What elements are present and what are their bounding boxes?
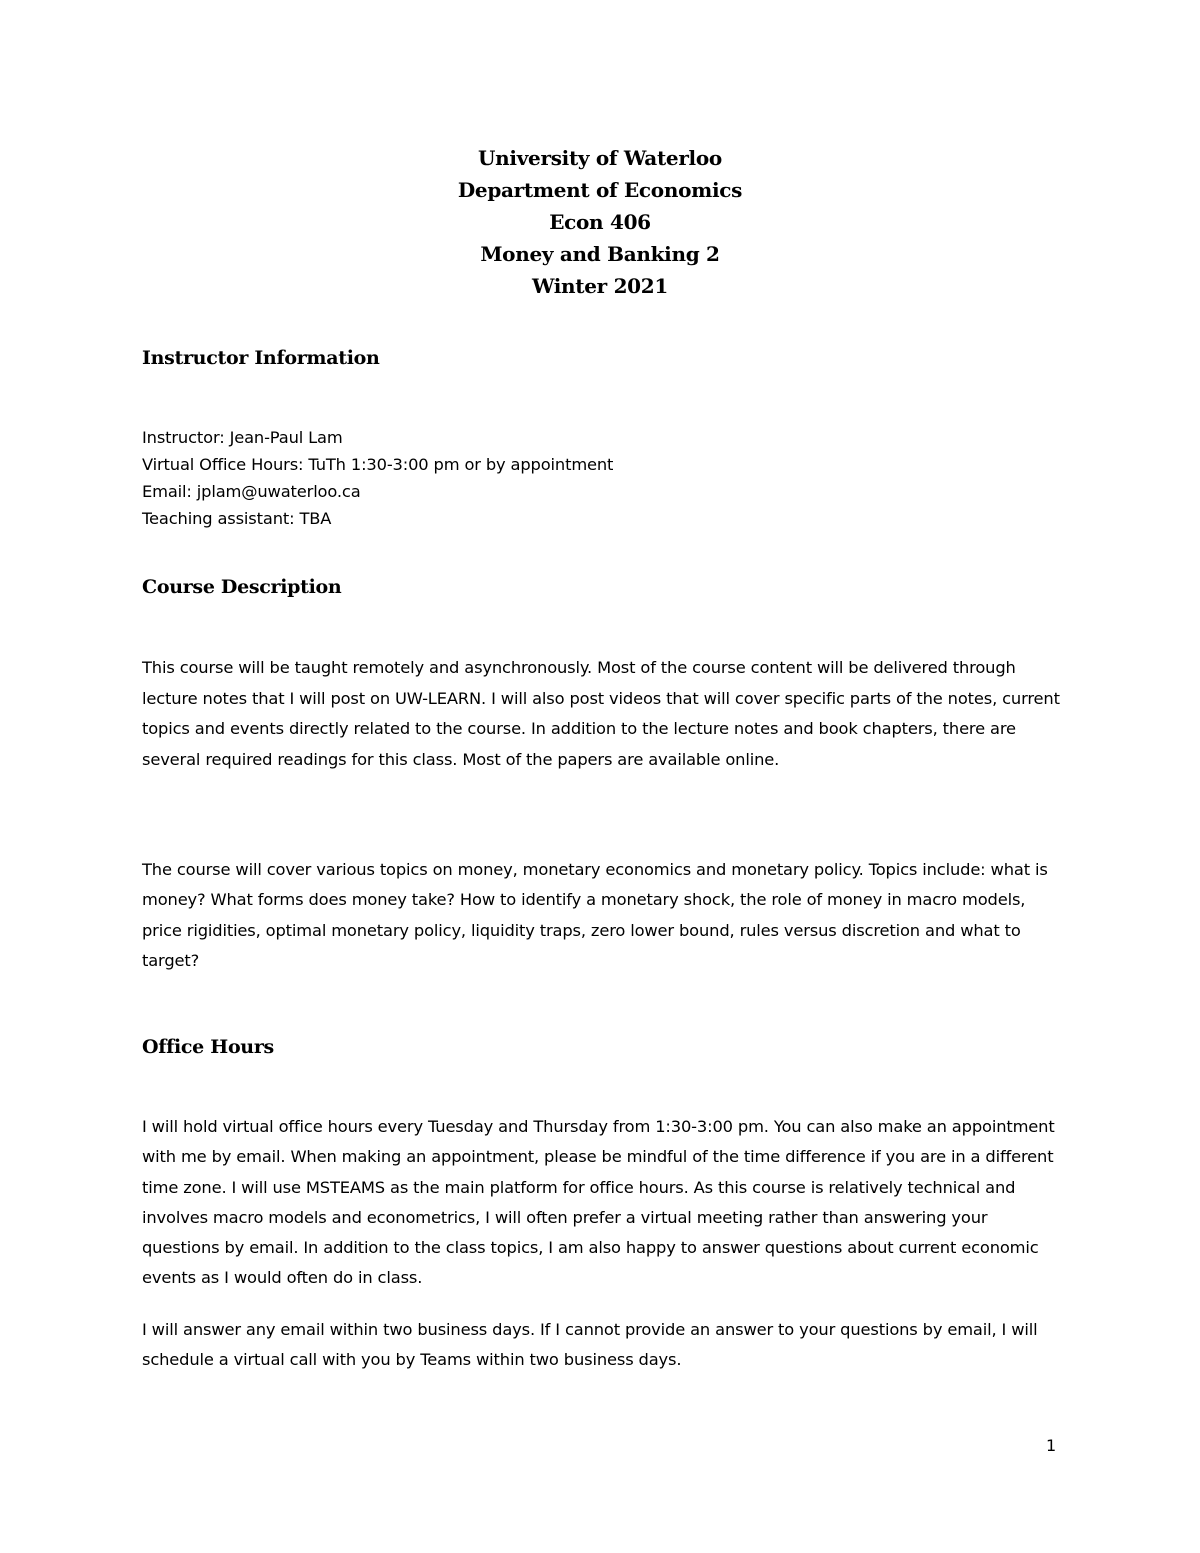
instructor-information-list <box>142 424 1062 532</box>
course-description-heading: Course Description <box>142 576 342 598</box>
course-description-paragraph-2: The course will cover various topics on money, monetary economics and monetary policy. Topics include: what is money? What forms does money take? How to identify a monetary shock, the role of money in macro models, price rigidities, optimal monetary policy, liquidity traps, zero lower bound, rules versus discretion and what to target? <box>142 860 1048 970</box>
instructor-information-heading: Instructor Information <box>142 347 380 369</box>
title-university: University of Waterloo <box>478 146 722 170</box>
course-description-paragraph-1: This course will be taught remotely and asynchronously. Most of the course content will be delivered through lecture notes that I will post on UW-LEARN. I will also post videos that will cover specific parts of the notes, current topics and events directly related to the course. In addition to the lecture notes and book chapters, there are several required readings for this class. Most of the papers are available online. <box>142 658 1060 769</box>
title-term: Winter 2021 <box>531 274 669 298</box>
title-course-name: Money and Banking 2 <box>480 242 720 266</box>
teaching-assistant: Teaching assistant: TBA <box>142 509 332 528</box>
title-department: Department of Economics <box>457 178 743 202</box>
office-hours-heading: Office Hours <box>142 1036 274 1058</box>
instructor-name: Instructor: Jean-Paul Lam <box>142 428 343 447</box>
document-title-block <box>0 142 1200 302</box>
office-hours-paragraph-2: I will answer any email within two business days. If I cannot provide an answer to your questions by email, I will schedule a virtual call with you by Teams within two business days. <box>142 1320 1038 1370</box>
instructor-email: Email: jplam@uwaterloo.ca <box>142 482 361 501</box>
virtual-office-hours: Virtual Office Hours: TuTh 1:30-3:00 pm or by appointment <box>142 455 614 474</box>
office-hours-paragraph-1: I will hold virtual office hours every Tuesday and Thursday from 1:30-3:00 pm. You can also make an appointment with me by email. When making an appointment, please be mindful of the time difference if you are in a different time zone. I will use MSTEAMS as the main platform for office hours. As this course is relatively technical and involves macro models and econometrics, I will often prefer a virtual meeting rather than answering your questions by email. In addition to the class topics, I am also happy to answer questions about current economic events as I would often do in class. <box>142 1117 1055 1288</box>
page-number: 1 <box>1046 1436 1057 1455</box>
title-course-code: Econ 406 <box>549 210 651 234</box>
